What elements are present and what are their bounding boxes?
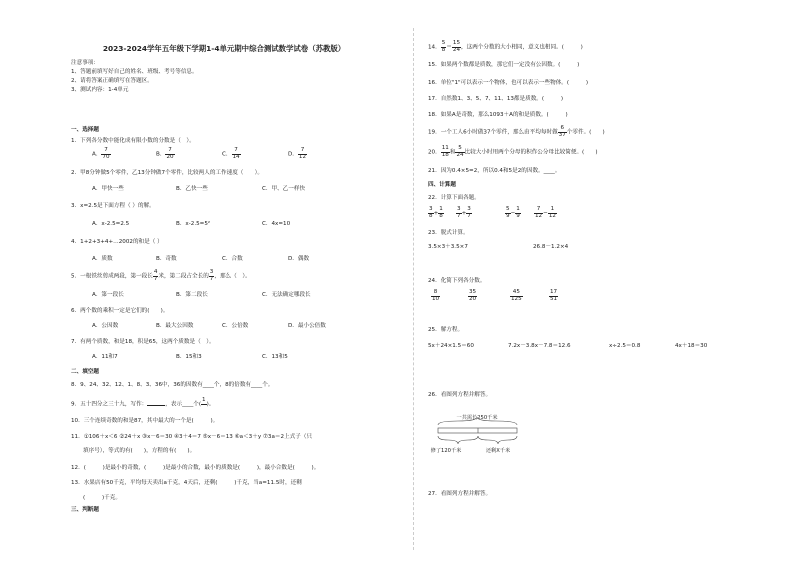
question-1-option-b: B． $\frac{7}{20}$ xyxy=(156,147,174,160)
question-23-item: 26.8－1.2×4 xyxy=(533,244,569,250)
question-23: 23．脱式计算。 xyxy=(428,230,469,236)
question-1-option-c: C． $\frac{7}{14}$ xyxy=(222,147,240,160)
question-1-stem: 1．下列各分数中能化成有限小数的分数是（ ）。 xyxy=(71,138,195,144)
question-4-option-a: A．质数 xyxy=(92,256,113,262)
question-5-option-a: A．第一段长 xyxy=(92,292,124,298)
question-13-line1: 13．水果店有50千克，平均每天卖出a千克，4天后，还剩( )千克，当a=11.5时，还剩 xyxy=(71,480,302,486)
question-2-option-c: C．甲、乙一样快 xyxy=(262,186,306,192)
question-7-option-b: B．15和3 xyxy=(176,354,202,360)
question-27: 27．看图列方程并解答。 xyxy=(428,491,492,497)
question-25-item: 4x＋18＝30 xyxy=(675,343,708,349)
question-6-option-a: A．公因数 xyxy=(92,323,119,329)
section-heading-choice: 一、选择题 xyxy=(71,127,99,133)
question-20: 20． $\frac{11}{18}$ 和 $\frac{5}{24}$ 比较大小时用两个分母的积作公分母比较简便。( ) xyxy=(428,145,598,158)
question-13-line2: ( )千克。 xyxy=(83,495,121,501)
question-25-item: 5x＋24×1.5＝60 xyxy=(428,343,474,349)
question-12: 12．( )是最小的奇数，( )是最小的合数，最小的质数是( )，最小合数是( )。 xyxy=(71,465,320,471)
question-25-item: x÷2.5＝0.8 xyxy=(609,343,641,349)
question-14: 14． $\frac{5}{8}$ ＝ $\frac{15}{24}$ ，这两个分数的大小相同，意义也相同。( ) xyxy=(428,40,583,53)
question-4-stem: 4．1+2+3+4+…2002的和是（ ） xyxy=(71,239,163,245)
question-21: 21．因为0.4×5=2，所以0.4和5是2的因数。____。 xyxy=(428,168,561,174)
notes-heading: 注意事项： xyxy=(71,60,99,66)
question-5-option-c: C．无法确定哪段长 xyxy=(262,292,311,298)
question-6-option-c: C．公倍数 xyxy=(222,323,249,329)
question-16: 16．单位"1"可以表示一个物体，也可以表示一些物体。( ) xyxy=(428,80,589,86)
page-title: 2023-2024学年五年级下学期1-4单元期中综合测试数学试卷（苏教版） xyxy=(102,44,346,53)
question-18: 18．如果A是奇数，那么1093＋A的和是质数。( ) xyxy=(428,112,568,118)
notes xyxy=(71,60,401,96)
question-7-option-a: A．11和7 xyxy=(92,354,118,360)
question-22-item: $\frac{7}{12}$ − $\frac{1}{12}$ xyxy=(535,206,556,219)
question-23-item: 3.5×3＋3.5×7 xyxy=(428,244,468,250)
segment-diagram xyxy=(428,412,538,462)
question-22-item: $\frac{3}{7}$ + $\frac{3}{7}$ xyxy=(457,206,471,219)
question-25: 25．解方程。 xyxy=(428,327,464,333)
question-5-stem: 5．一根铁丝剪成两段，第一段长 $\frac{4}{7}$ 米，第二段占全长的 $\frac{3}{7}$ ，那么（ ）。 xyxy=(71,269,251,282)
question-26: 26．看图列方程并解答。 xyxy=(428,392,492,398)
question-4-option-d: D．偶数 xyxy=(288,256,310,262)
question-4-option-b: B．奇数 xyxy=(156,256,177,262)
question-3-option-b: B．x-2.5=5² xyxy=(176,221,211,227)
question-24-item: $\frac{8}{10}$ xyxy=(432,289,440,302)
question-15: 15．如果两个数都是质数，那它们一定没有公因数。( ) xyxy=(428,62,580,68)
question-9: 9．五十四分之三十九，写作： ，表示____个( 1 )。 xyxy=(71,397,215,408)
question-1-option-a: A． $\frac{7}{70}$ xyxy=(92,147,110,160)
question-8: 8．9、24、32、12、1、8、3、36中，36的因数有____个，8的倍数有____个。 xyxy=(71,382,274,388)
question-7-option-c: C．13和5 xyxy=(262,354,288,360)
question-2-option-b: B．乙快一些 xyxy=(176,186,208,192)
question-3-option-a: A．x-2.5=2.5 xyxy=(92,221,130,227)
question-3-stem: 3．x=2.5是下面方程（ ）的解。 xyxy=(71,203,155,209)
question-11-line2: 填序号），等式的有( )，方程的有( )。 xyxy=(83,448,196,454)
question-24-item: $\frac{17}{51}$ xyxy=(550,289,558,302)
question-4-option-c: C．合数 xyxy=(222,256,243,262)
question-24-item: $\frac{45}{125}$ xyxy=(511,289,522,302)
diagram-repaired-label: 修了120千米 xyxy=(430,448,462,454)
question-22-item: $\frac{3}{8}$ + $\frac{1}{8}$ xyxy=(429,206,443,219)
section-heading-calc: 四、计算题 xyxy=(428,182,456,188)
question-7-stem: 7．有两个质数，和是18，积是65，这两个质数是（ ）。 xyxy=(71,339,215,345)
question-5-option-b: B．第二段长 xyxy=(176,292,208,298)
question-6-option-b: B．最大公因数 xyxy=(156,323,194,329)
question-22-item: $\frac{5}{9}$ − $\frac{1}{9}$ xyxy=(506,206,520,219)
note-item: 3、测试内容：1-4单元 xyxy=(71,87,129,93)
question-2-option-a: A．甲快一些 xyxy=(92,186,124,192)
question-17: 17．自然数1、3、5、7、11、13都是质数。( ) xyxy=(428,96,564,102)
section-heading-judge: 三、判断题 xyxy=(71,507,99,513)
section-heading-fill: 二、填空题 xyxy=(71,369,99,375)
question-19: 19．一个工人6小时做37个零件，那么由平均每时做 $\frac{6}{37}$ 个零件。( ) xyxy=(428,125,605,138)
question-6-stem: 6．两个数的乘积一定是它们的( )。 xyxy=(71,308,169,314)
question-22: 22．计算下面各题。 xyxy=(428,195,480,201)
question-24-item: $\frac{35}{20}$ xyxy=(469,289,477,302)
question-25-item: 7.2x－3.8x－7.8＝12.6 xyxy=(508,343,571,349)
question-6-option-d: D．最小公倍数 xyxy=(288,323,326,329)
note-item: 1、答题前填写好自己的姓名、班级、考号等信息。 xyxy=(71,69,198,75)
diagram-remaining-label: 还剩X千米 xyxy=(485,448,511,454)
note-item: 2、请将答案正确填写在答题区。 xyxy=(71,78,153,84)
question-24: 24．化简下列各分数。 xyxy=(428,278,486,284)
column-divider xyxy=(413,28,414,550)
question-1-option-d: D． $\frac{7}{12}$ xyxy=(288,147,307,160)
diagram-total-label: 一共需长250千米 xyxy=(456,415,498,421)
question-3-option-c: C．4x=10 xyxy=(262,221,291,227)
question-2-stem: 2．甲8分钟做5个零件，乙13分钟做7个零件，比较两人的工作速度（ ）。 xyxy=(71,170,263,176)
question-11-line1: 11．①106＋x＜6 ②24＋x ③x－6＝30 ④3＋4＝7 ⑤x－6＝13 ⑥a＜3＋y ⑦3a＝2上式子（只 xyxy=(71,434,313,440)
question-10: 10．三个连续奇数的和是87，其中最大的一个是( )。 xyxy=(71,418,219,424)
